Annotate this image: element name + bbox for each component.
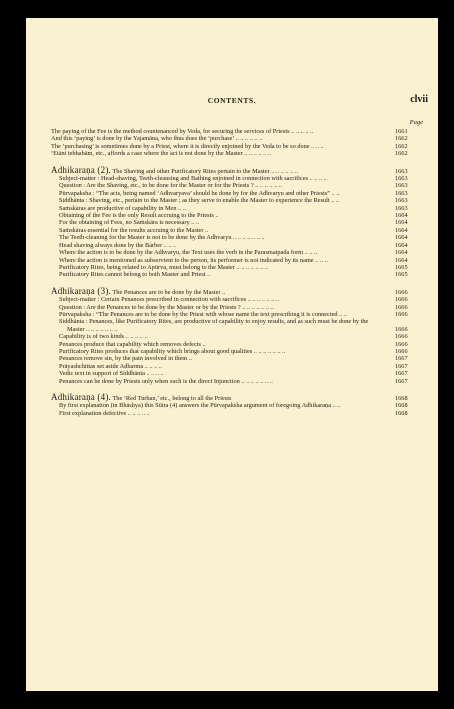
entry-text: Pūrvapaksha : “The Penances are to be done by the Priest with whose name the text prescribing it is connected .. .. — [59, 310, 347, 318]
entry-page-number: 1666 — [395, 325, 408, 333]
entry-text: Prāyashchittas set aside Adharma .. .. .. .. — [59, 362, 163, 370]
adhikarana-entries — [51, 402, 431, 417]
entry-page-number: 1666 — [395, 296, 408, 304]
entry-page-number: 1663 — [395, 204, 408, 212]
entry-text: Penances can be done by Priests only when such is the direct Injunction .. .. .. .. .. .. .. — [59, 377, 273, 385]
entry-page-number: 1664 — [395, 256, 408, 264]
adhikarana-entries — [51, 296, 431, 385]
intro-entries — [51, 128, 431, 158]
toc-entry — [59, 219, 431, 226]
entry-page-number: 1661 — [395, 128, 408, 135]
entry-text: By first explanation (in Bhāshya) this Sūtra (4) answers the Pūrvapaksha argument of foregoing Adhikaraṇa .. .. — [59, 402, 341, 410]
entry-page-number: 1664 — [395, 234, 408, 242]
contents-list — [51, 128, 431, 417]
page-title: CONTENTS. — [207, 96, 257, 105]
entry-text: And this ‘paying’ is done by the Yajamāna, who thus does the ‘purchase’ .. .. .. .. .. .. — [51, 135, 263, 143]
adhikarana-heading: Adhikaraṇa (4). — [51, 392, 111, 402]
entry-page-number: 1666 — [395, 310, 408, 318]
toc-entry — [59, 205, 431, 212]
entry-text: Penances produce that capability which removes defects .. — [59, 340, 206, 348]
adhikarana-entries — [51, 175, 431, 279]
entry-page-number: 1662 — [395, 142, 408, 150]
page-column-label: Page — [409, 119, 423, 126]
entry-text: Where the action is mentioned as subservient to the person, its performer is not indicated by its name .. .. .. — [59, 256, 328, 264]
toc-entry — [59, 355, 431, 362]
toc-entry — [59, 363, 431, 370]
toc-entry — [59, 311, 431, 318]
entry-text: The Teeth-cleaning for the Master is not to be done by the Adhvaryu .. .. .. .. .. .. .. — [59, 234, 265, 242]
entry-page-number: 1664 — [395, 226, 408, 234]
entry-page-number: 1665 — [395, 271, 408, 279]
toc-entry — [51, 143, 431, 150]
adhikarana-heading: Adhikaraṇa (2). — [51, 164, 111, 175]
toc-entry — [59, 348, 431, 355]
entry-text: Head shaving always done by the Barber .. .. .. — [59, 241, 177, 249]
entry-page-number: 1666 — [395, 333, 408, 341]
entry-text: Penances remove sin, by the pain involved in them .. — [59, 355, 192, 363]
entry-text: Purificatory Rites, being related to Apūrva, must belong to the Master .. .. .. .. .. .. .. — [59, 263, 268, 271]
entry-page-number: 1663 — [395, 189, 408, 197]
entry-text: Siddhānta : Shaving, etc., pertain to the Master ; as they serve to enable the Master to experience the Result .. .. — [59, 197, 340, 205]
entry-page-number: 1666 — [395, 347, 408, 355]
toc-entry — [59, 242, 431, 249]
entry-text: Purificatory Rites produces that capability which brings about good qualities .. .. .. .. .. .. .. — [59, 347, 286, 355]
entry-page-number: 1663 — [395, 175, 408, 183]
entry-page-number: 1662 — [395, 135, 408, 143]
entry-text: Pūrvapaksha : “The acts, being named ‘Adhvaryava’ should be done by for the Adhvaryu and other Priests” .. .. — [59, 189, 340, 197]
entry-page-number: 1663 — [395, 197, 408, 205]
entry-page-number: 1668 — [395, 409, 408, 417]
entry-text: Subject-matter : Head-shaving, Teeth-cleansing and Bathing enjoined in connection with sacrifices .. .. .. .. — [59, 175, 327, 183]
entry-page-number: 1667 — [395, 377, 408, 385]
toc-entry — [59, 257, 431, 264]
toc-entry — [59, 249, 431, 256]
entry-text: Question : Are the Penances to be done by the Master or by the Priests ? .. .. .. .. .. .. .. — [59, 303, 274, 311]
entry-text: ‘Etāni tebhabām, etc., affords a case where the act is not done by the Master .. .. .. .. .. .. — [51, 150, 272, 158]
toc-entry — [51, 135, 431, 142]
entry-page-number: 1667 — [395, 355, 408, 363]
toc-entry — [51, 150, 431, 157]
adhikarana-title: The ‘Red Turban,’ etc., belong to all the Priests — [112, 395, 232, 402]
entry-page-number: 1665 — [395, 263, 408, 271]
adhikarana-sections — [51, 164, 431, 418]
entry-page-number: 1664 — [395, 212, 408, 220]
adhikarana-block — [51, 394, 431, 417]
toc-entry — [59, 212, 431, 219]
toc-entry — [59, 378, 431, 385]
adhikarana-heading-row — [51, 394, 431, 402]
entry-text: Vedic text in support of Siddhānta .. .. .. .. — [59, 370, 164, 378]
toc-entry — [59, 227, 431, 234]
entry-page-number: 1666 — [395, 303, 408, 311]
entry-page-number: 1662 — [395, 150, 408, 158]
adhikarana-heading-row — [51, 285, 431, 296]
entry-text: Obtaining of the Fee is the only Result accruing to the Priests .. — [59, 212, 219, 220]
toc-entry — [59, 402, 431, 409]
entry-text: The paying of the Fee is the method countenanced by Veda, for securing the services of Priests .. .. .. .. .. — [51, 128, 314, 135]
toc-entry — [59, 197, 431, 204]
entry-page-number: 1663 — [395, 182, 408, 190]
toc-entry — [59, 333, 431, 340]
toc-entry — [59, 271, 431, 278]
entry-text: Purificatory Rites cannot belong to both Master and Priest .. — [59, 271, 211, 279]
entry-text: Question : Are the Shaving, etc., to be done for the Master or for the Priests ? .. .. .. .. .. .. — [59, 182, 282, 190]
entry-text: First explanation defective .. .. .. .. .. — [59, 409, 150, 417]
entry-page-number: 1667 — [395, 370, 408, 378]
adhikarana-heading-row — [51, 164, 431, 175]
entry-page-number: 1664 — [395, 219, 408, 227]
adhikarana-page-number: 1666 — [395, 288, 408, 296]
toc-entry — [59, 264, 431, 271]
toc-entry — [59, 370, 431, 377]
adhikarana-title: The Shaving and other Purificatory Rites pertain to the Master .. .. .. .. .. .. — [112, 167, 298, 175]
toc-entry — [59, 234, 431, 241]
toc-entry — [59, 296, 431, 303]
toc-entry — [51, 128, 431, 135]
entry-text: Capability is of two kinds .. .. .. .. .. — [59, 333, 148, 341]
entry-text: Subject-matter : Certain Penances prescribed in connection with sacrifices .. .. .. .. .. .. .. — [59, 296, 280, 304]
entry-page-number: 1664 — [395, 241, 408, 249]
toc-entry — [59, 190, 431, 197]
entry-text: Siddhānta : Penances, like Purificatory Rites, are productive of capability to enjoy results, and as such must be done by the Master .. .. .. .. .. .. .. — [59, 318, 369, 333]
page-header — [26, 96, 438, 110]
toc-entry — [59, 341, 431, 348]
toc-entry — [59, 182, 431, 189]
entry-page-number: 1667 — [395, 362, 408, 370]
entry-text: For the obtaining of Fees, no Saṁskāra is necessary .. .. — [59, 219, 200, 227]
toc-entry — [59, 304, 431, 311]
adhikarana-page-number: 1668 — [395, 395, 408, 402]
adhikarana-page-number: 1663 — [395, 167, 408, 175]
entry-page-number: 1666 — [395, 340, 408, 348]
toc-entry — [59, 318, 431, 333]
entry-text: The ‘purchasing’ is sometimes done by a Priest, where it is directly enjoined by the Veda to be so done .. .. .. — [51, 142, 324, 150]
entry-page-number: 1664 — [395, 249, 408, 257]
page-number: clvii — [410, 94, 428, 105]
entry-page-number: 1668 — [395, 402, 408, 410]
adhikarana-block — [51, 285, 431, 385]
entry-text: Where the action is to be done by the Adhvaryu, the Text uses the verb in the Parasmaipada form .. .. .. — [59, 249, 318, 257]
toc-entry — [59, 410, 431, 417]
adhikarana-heading: Adhikaraṇa (3). — [51, 285, 111, 296]
entry-text: Saṁskāras are productive of capability in Men .. .. — [59, 204, 186, 212]
toc-entry — [59, 175, 431, 182]
adhikarana-title: The Penances are to be done by the Master .. — [112, 288, 226, 296]
adhikarana-block — [51, 164, 431, 279]
entry-text: Saṁskāras essential for the results accruing to the Master .. — [59, 226, 209, 234]
book-page — [26, 18, 438, 691]
